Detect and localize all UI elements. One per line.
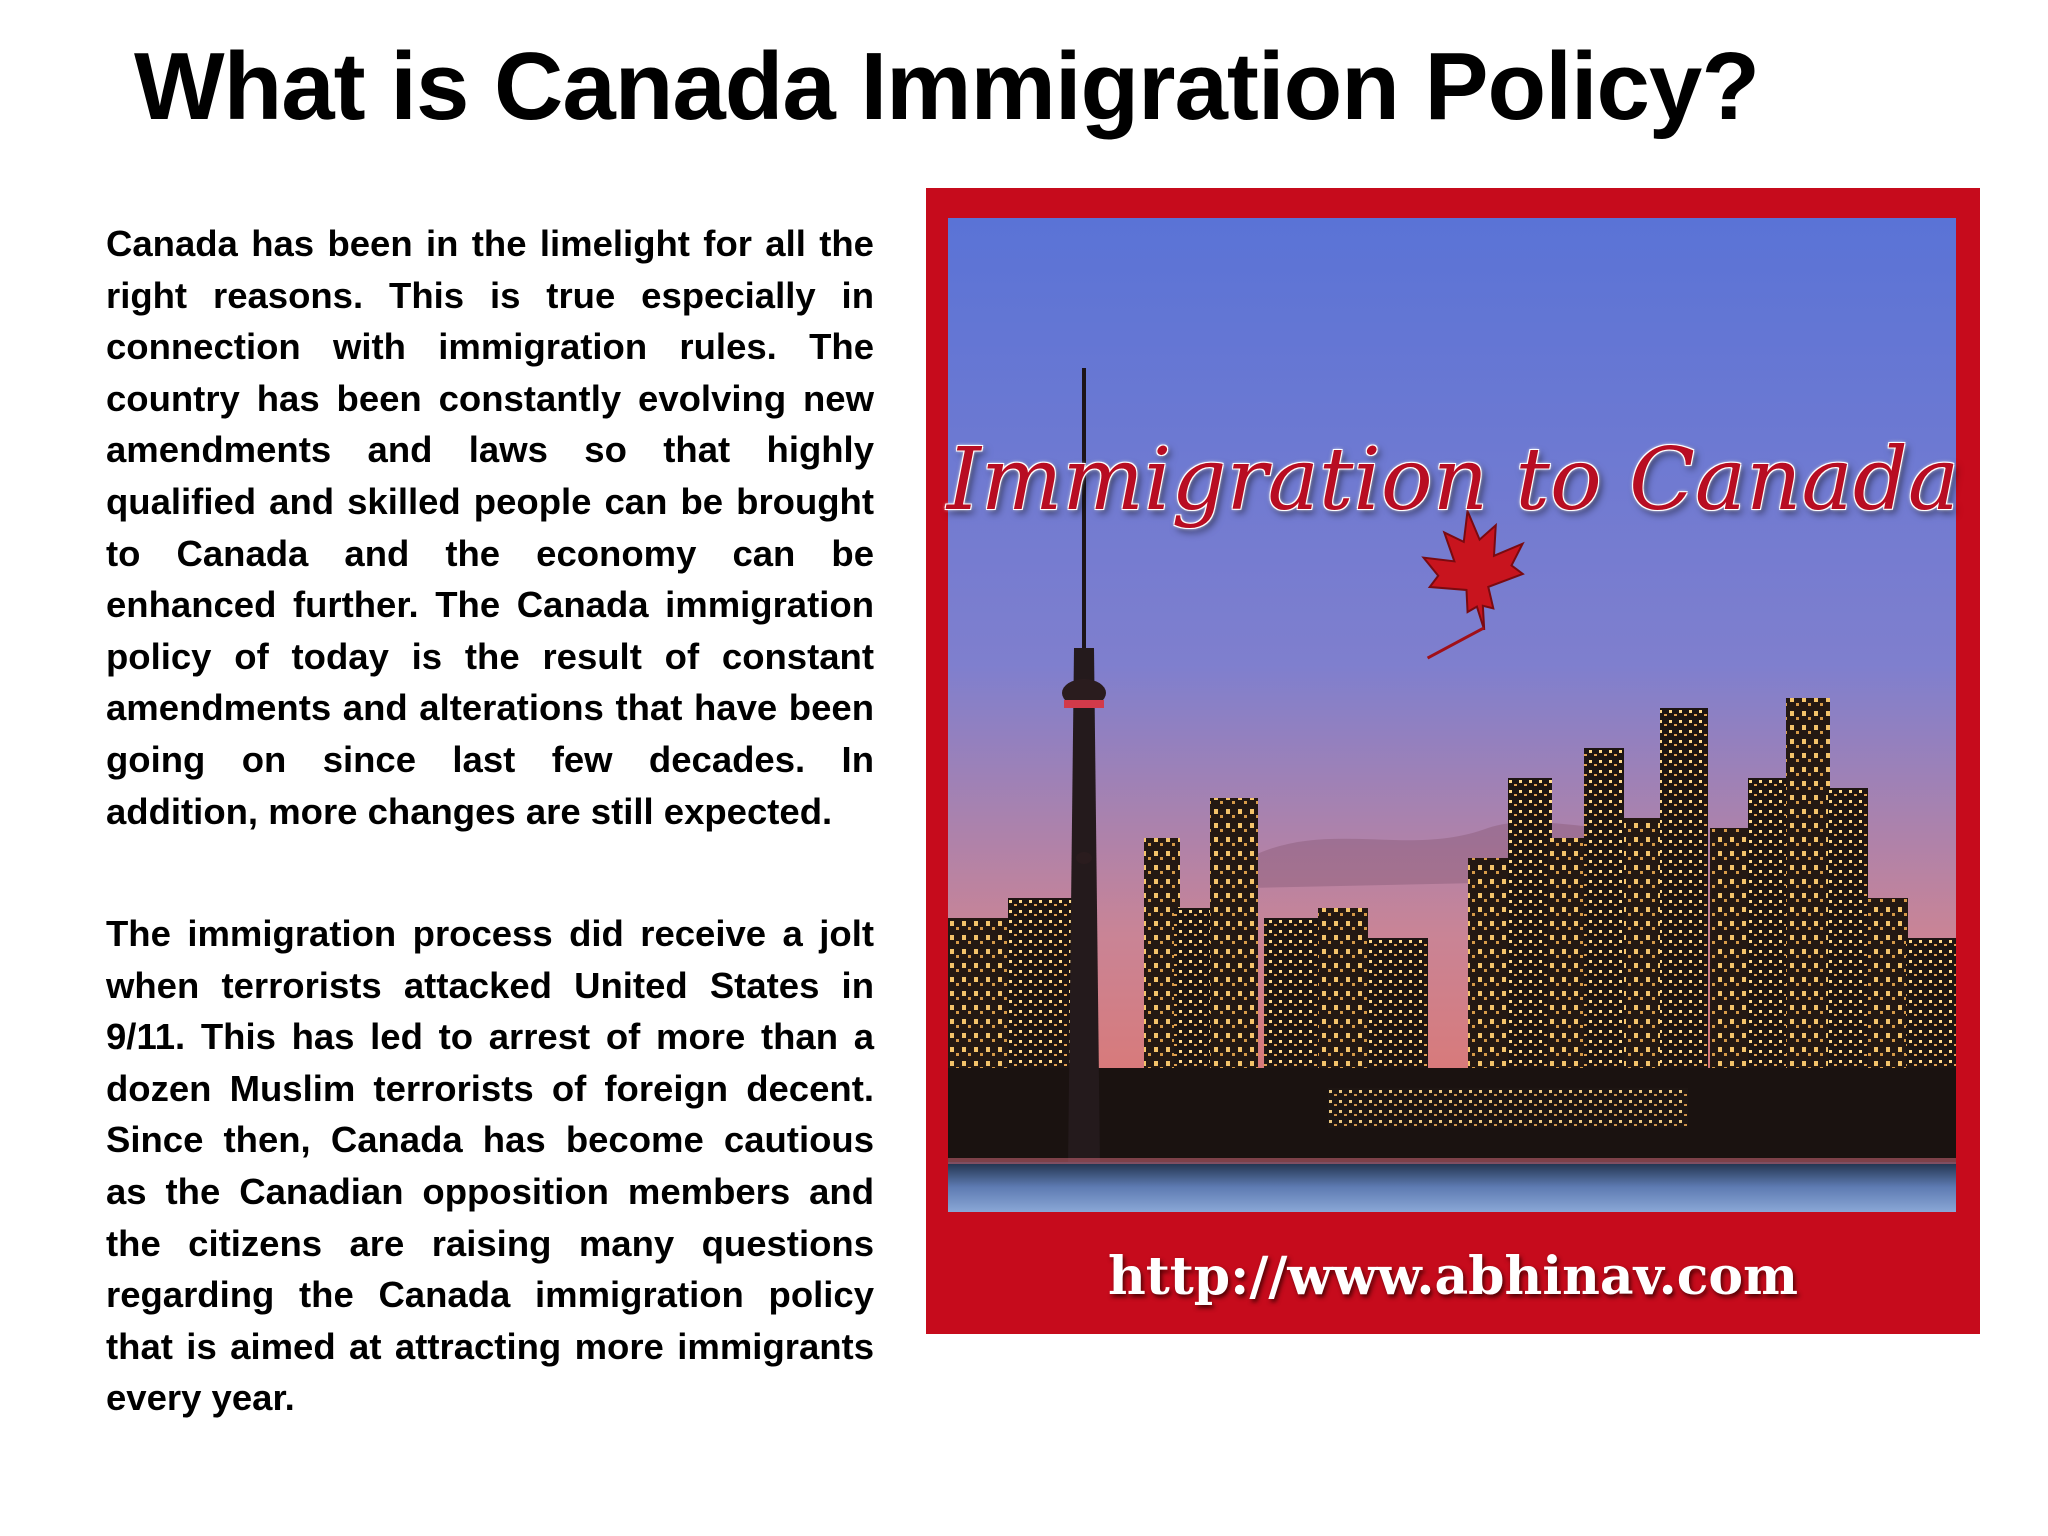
poster-caption: Immigration to Canada (946, 430, 1960, 530)
toronto-skyline-illustration (948, 218, 1956, 1212)
immigration-poster-image (926, 188, 1980, 1334)
body-paragraph-1: Canada has been in the limelight for all the right reasons. This is true especially in connection with immigration rules. The country has been constantly evolving new amendments and laws so that highly qualified and skilled people can be brought to Canada and the economy can be enhanced further. The Canada immigration policy of today is the result of constant amendments and alterations that have been going on since last few decades. In addition, more changes are still expected. (106, 223, 874, 832)
body-paragraph-2: The immigration process did receive a jolt when terrorists attacked United States in 9/11. This has led to arrest of more than a dozen Muslim terrorists of foreign decent. Since then, Canada has become cautious as the Canadian opposition members and the citizens are raising many questions regarding the Canada immigration policy that is aimed at attracting more immigrants every year. (106, 913, 874, 1419)
slide-title: What is Canada Immigration Policy? (134, 33, 1759, 140)
poster-url: http://www.abhinav.com (1107, 1246, 1799, 1307)
